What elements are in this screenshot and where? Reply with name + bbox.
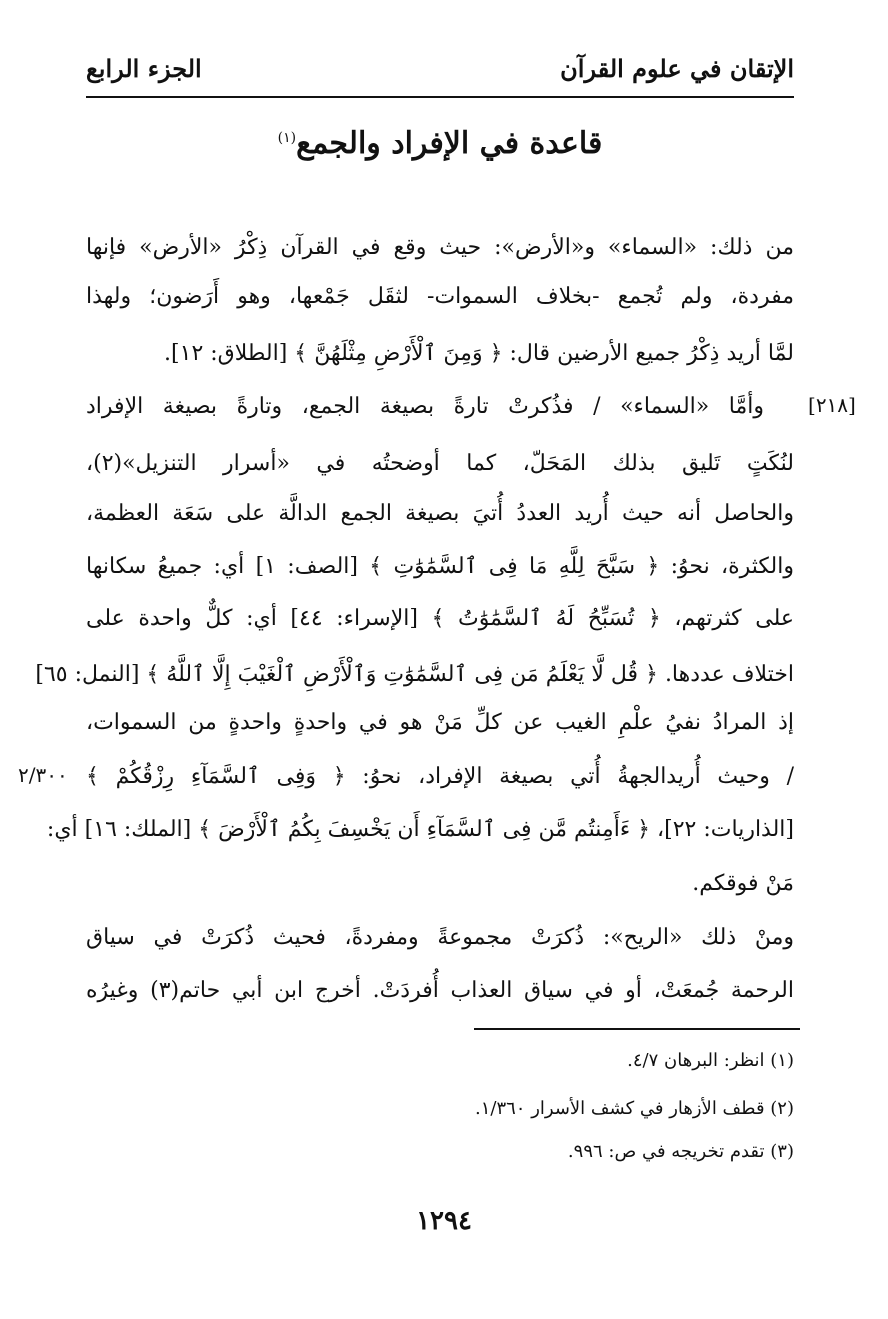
- footnote: (٣) تقدم تخريجه في ص: ٩٩٦.: [567, 1141, 794, 1162]
- body-line: اختلاف عددها. ﴿ قُل لَّا يَعْلَمُ مَن فِى ٱلسَّمَٰوَٰتِ وَٱلْأَرْضِ ٱلْغَيْبَ إِلَّا ٱللَّهُ ﴾ [النمل: ٦٥]: [35, 662, 794, 687]
- body-line: لنُكَتٍ تَليق بذلك المَحَلّ، كما أوضحتُه في «أسرار التنزيل»(٢)،: [86, 451, 794, 476]
- body-line: / وحيث أُريدالجهةُ أُتي بصيغة الإفراد، نحوُ: ﴿ وَفِى ٱلسَّمَآءِ رِزْقُكُمْ ﴾: [86, 764, 794, 789]
- header-rule: [86, 96, 794, 98]
- body-line: والكثرة، نحوُ: ﴿ سَبَّحَ لِلَّهِ مَا فِى ٱلسَّمَٰوَٰتِ ﴾ [الصف: ١] أي: جميعُ سكانها: [86, 554, 794, 579]
- part-label: الجزء الرابع: [86, 54, 202, 83]
- body-line: لمَّا أريد ذِكْرُ جميع الأرضين قال: ﴿ وَمِنَ ٱلْأَرْضِ مِثْلَهُنَّ ﴾ [الطلاق: ١٢].: [164, 341, 794, 366]
- body-line: الرحمة جُمعَتْ، أو في سياق العذاب أُفردَتْ. أخرج ابن أبي حاتم(٣) وغيرُه: [86, 978, 794, 1003]
- section-title: قاعدة في الإفراد والجمع: [296, 126, 603, 161]
- heading-footnote-ref: (١): [277, 130, 297, 146]
- body-line: وأمَّا «السماء» / فذُكرتْ تارةً بصيغة الجمع، وتارةً بصيغة الإفراد: [86, 394, 764, 419]
- body-line: إذ المرادُ نفيُ علْمِ الغيب عن كلِّ مَنْ هو في واحدةٍ واحدةٍ من السموات،: [86, 710, 794, 735]
- body-line: [الذاريات: ٢٢]، ﴿ ءَأَمِنتُم مَّن فِى ٱلسَّمَآءِ أَن يَخْسِفَ بِكُمُ ٱلْأَرْضَ ﴾ [الملك: ١٦] أي:: [46, 817, 794, 842]
- footnote-separator: [474, 1028, 800, 1030]
- manuscript-page-marker: [٢١٨]: [808, 393, 856, 417]
- footnote: (١) انظر: البرهان ٤/٧.: [627, 1050, 794, 1071]
- body-line: مفردة، ولم تُجمع -بخلاف السموات- لثقَل جَمْعها، وهو أَرَضون؛ ولهذا: [86, 284, 795, 309]
- page-number: ١٢٩٤: [416, 1206, 472, 1236]
- section-heading: [86, 126, 794, 161]
- body-line: ومنْ ذلك «الريح»: ذُكرَتْ مجموعةً ومفردةً، فحيث ذُكرَتْ في سياق: [86, 925, 794, 950]
- body-line: من ذلك: «السماء» و«الأرض»: حيث وقع في القرآن ذِكْرُ «الأرض» فإنها: [86, 235, 794, 260]
- body-line: على كثرتهم، ﴿ تُسَبِّحُ لَهُ ٱلسَّمَٰوَٰتُ ﴾ [الإسراء: ٤٤] أي: كلٌّ واحدة على: [86, 606, 795, 631]
- body-line: مَنْ فوقكم.: [692, 871, 794, 896]
- running-header: [86, 54, 794, 94]
- footnote: (٢) قطف الأزهار في كشف الأسرار ١/٣٦٠.: [474, 1098, 794, 1119]
- edition-reference-marker: ٢/٣٠٠: [18, 763, 68, 787]
- body-line: والحاصل أنه حيث أُريد العددُ أُتيَ بصيغة الجمع الدالَّة على سَعَة العظمة،: [86, 501, 794, 526]
- book-title: الإتقان في علوم القرآن: [560, 54, 794, 83]
